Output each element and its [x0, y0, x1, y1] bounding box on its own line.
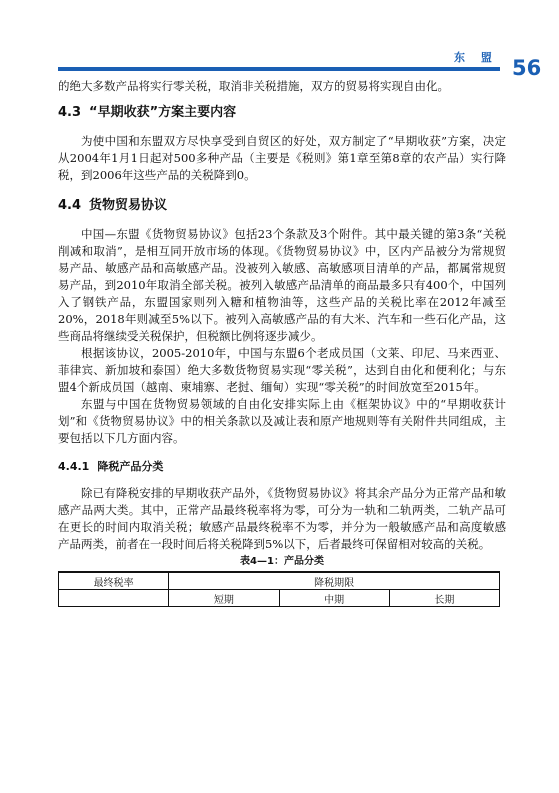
trade-agreement-paragraph-2: 根据该协议，2005-2010年，中国与东盟6个老成员国（文莱、印尼、马来西亚、菲律宾、新加坡和泰国）绝大多数货物贸易实现“零关税”，达到自由化和便利化；与东盟4个新成员国（越南、柬埔寨、老挝、缅甸）实现“零关税”的时间放宽至2015年。 [58, 346, 506, 394]
subheader-long-term: 长期 [389, 590, 499, 607]
section-title: 货物贸易协议 [89, 198, 168, 213]
table-subheader-row [59, 590, 500, 607]
header-final-rate: 最终税率 [59, 572, 169, 590]
subsection-title: 降税产品分类 [97, 460, 164, 473]
page-body [58, 78, 506, 607]
section-number: 4.3 [58, 105, 82, 120]
trade-agreement-paragraph-1: 中国—东盟《货物贸易协议》包括23个条款及3个附件。其中最关键的第3条“关税削减和取消”，是相互同开放市场的体现。《货物贸易协议》中，区内产品被分为常规贸易产品、敏感产品和高敏感产品。没被列入敏感、高敏感项目清单的产品，都属常规贸易产品，到2010年取消全部关税。被列入敏感产品清单的商品最多只有400个，中国列入了钢铁产品，东盟国家则列入糖和植物油等，这些产品的关税比率在2012年减至20%，2018年则减至5%以下。被列入高敏感产品的有大米、汽车和一些石化产品，这些商品将继续受关税保护，但税额比例将逐步减少。 [58, 227, 506, 343]
early-harvest-paragraph: 为使中国和东盟双方尽快享受到自贸区的好处，双方制定了“早期收获”方案，决定从2004年1月1日起对500多种产品（主要是《税则》第1章至第8章的农产品）实行降税，到2006年这些产品的关税降到0。 [58, 134, 506, 182]
subheader-mid-term: 中期 [279, 590, 389, 607]
table-header-row [59, 572, 500, 590]
section-title: “早期收获”方案主要内容 [89, 105, 237, 120]
section-heading-4-4 [58, 197, 506, 215]
subsection-heading-4-4-1 [58, 459, 506, 475]
page-number: 56 [512, 56, 542, 80]
subsection-number: 4.4.1 [58, 460, 90, 473]
header-reduction-period: 降税期限 [169, 572, 500, 590]
empty-cell [59, 590, 169, 607]
intro-paragraph: 的绝大多数产品将实行零关税，取消非关税措施，双方的贸易将实现自由化。 [58, 79, 449, 93]
subheader-short-term: 短期 [169, 590, 279, 607]
table-caption: 表4—1：产品分类 [240, 556, 324, 567]
tax-reduction-paragraph: 除已有降税安排的早期收获产品外，《货物贸易协议》将其余产品分为正常产品和敏感产品两大类。其中，正常产品最终税率将为零，可分为一轨和二轨两类，二轨产品可在更长的时间内取消关税；敏感产品最终税率不为零，并分为一般敏感产品和高度敏感产品两类，前者在一段时间后将关税降到5%以下，后者最终可保留相对较高的关税。 [58, 486, 506, 551]
running-header-section: 东 盟 [454, 51, 498, 64]
section-heading-4-3 [58, 104, 506, 122]
section-number: 4.4 [58, 198, 82, 213]
header-rule [58, 67, 500, 71]
trade-agreement-paragraph-3: 东盟与中国在货物贸易领域的自由化安排实际上由《框架协议》中的“早期收获计划”和《货物贸易协议》中的相关条款以及减让表和原产地规则等有关附件共同组成，主要包括以下几方面内容。 [58, 397, 506, 445]
product-classification-table [58, 571, 500, 607]
